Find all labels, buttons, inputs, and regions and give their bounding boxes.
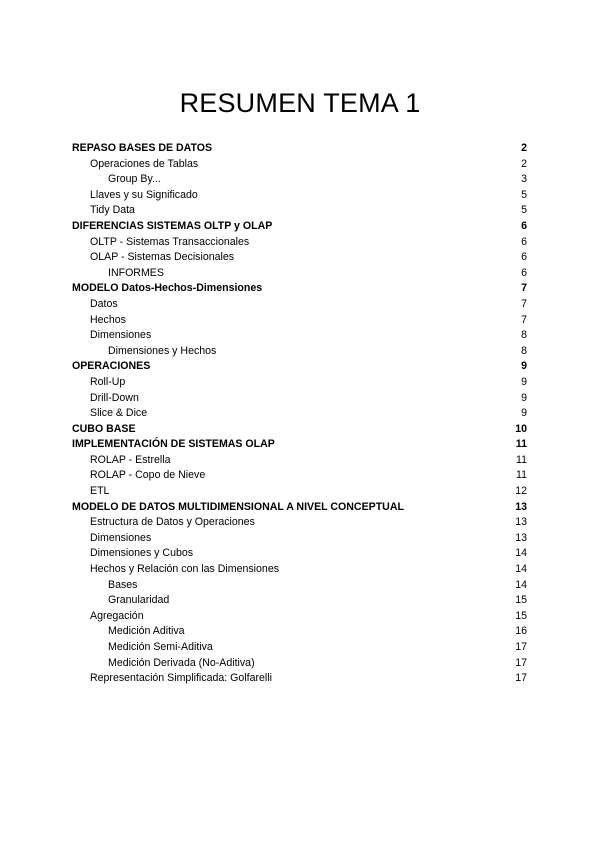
toc-section-entry[interactable] [72, 359, 527, 375]
toc-entry-label: Dimensiones [90, 329, 152, 342]
toc-entry-label: Agregación [90, 609, 144, 622]
toc-subsection-entry[interactable] [72, 235, 527, 251]
toc-entry-label: CUBO BASE [72, 422, 136, 435]
toc-entry-label: ETL [90, 485, 110, 498]
toc-entry-label: OLTP - Sistemas Transaccionales [90, 235, 250, 248]
toc-entry-page-number: 2 [521, 142, 527, 154]
toc-subsection-entry[interactable] [72, 391, 527, 407]
toc-subsection-entry[interactable] [72, 671, 527, 687]
toc-entry-label: Dimensiones y Cubos [90, 547, 194, 560]
toc-entry-page-number: 9 [521, 391, 527, 404]
toc-entry-page-number: 10 [515, 422, 527, 435]
toc-subsubsection-entry[interactable] [72, 344, 527, 360]
toc-entry-page-number: 7 [521, 313, 527, 326]
toc-entry-page-number: 11 [515, 438, 527, 451]
toc-entry-page-number: 17 [515, 672, 527, 685]
toc-entry-page-number: 7 [521, 297, 527, 310]
toc-subsection-entry[interactable] [72, 546, 527, 562]
toc-subsection-entry[interactable] [72, 203, 527, 219]
toc-entry-page-number: 5 [521, 204, 527, 217]
toc-entry-page-number: 17 [515, 641, 527, 653]
toc-section-entry[interactable] [72, 141, 527, 157]
toc-entry-page-number: 16 [515, 625, 527, 638]
toc-entry-label: Medición Derivada (No-Aditiva) [108, 656, 255, 669]
toc-entry-label: Drill-Down [90, 391, 139, 404]
toc-entry-page-number: 6 [521, 219, 527, 232]
toc-section-entry[interactable] [72, 422, 527, 438]
toc-entry-label: IMPLEMENTACIÓN DE SISTEMAS OLAP [72, 438, 275, 451]
toc-subsubsection-entry[interactable] [72, 656, 527, 672]
toc-subsection-entry[interactable] [72, 609, 527, 625]
toc-entry-label: Bases [108, 578, 138, 591]
toc-subsection-entry[interactable] [72, 313, 527, 329]
toc-subsection-entry[interactable] [72, 531, 527, 547]
toc-entry-page-number: 6 [521, 235, 527, 248]
toc-entry-page-number: 14 [515, 563, 527, 576]
toc-entry-label: Medición Semi-Aditiva [108, 641, 213, 653]
toc-entry-page-number: 15 [515, 594, 527, 607]
toc-subsection-entry[interactable] [72, 297, 527, 313]
toc-subsubsection-entry[interactable] [72, 624, 527, 640]
toc-entry-page-number: 15 [515, 609, 527, 622]
toc-entry-page-number: 7 [521, 282, 527, 295]
toc-subsubsection-entry[interactable] [72, 578, 527, 594]
toc-entry-label: Granularidad [108, 594, 170, 607]
toc-entry-label: ROLAP - Copo de Nieve [90, 469, 206, 482]
toc-entry-page-number: 5 [521, 188, 527, 201]
toc-section-entry[interactable] [72, 437, 527, 453]
toc-entry-page-number: 17 [515, 656, 527, 669]
toc-subsection-entry[interactable] [72, 375, 527, 391]
toc-entry-label: DIFERENCIAS SISTEMAS OLTP y OLAP [72, 219, 273, 232]
toc-entry-label: Hechos [90, 313, 126, 326]
toc-entry-label: Roll-Up [90, 375, 126, 388]
toc-entry-page-number: 13 [515, 516, 527, 529]
toc-section-entry[interactable] [72, 500, 527, 516]
toc-entry-label: Llaves y su Significado [90, 188, 198, 201]
toc-subsubsection-entry[interactable] [72, 593, 527, 609]
toc-entry-label: REPASO BASES DE DATOS [72, 142, 213, 154]
toc-entry-page-number: 8 [521, 344, 527, 357]
toc-entry-page-number: 2 [521, 157, 527, 170]
toc-subsection-entry[interactable] [72, 515, 527, 531]
toc-entry-label: INFORMES [108, 266, 164, 279]
document-title: RESUMEN TEMA 1 [179, 88, 421, 119]
toc-subsubsection-entry[interactable] [72, 172, 527, 188]
toc-entry-label: OPERACIONES [72, 360, 151, 373]
toc-subsection-entry[interactable] [72, 328, 527, 344]
toc-entry-page-number: 8 [521, 329, 527, 342]
toc-entry-page-number: 11 [516, 453, 527, 466]
toc-entry-label: Datos [90, 297, 118, 310]
toc-entry-label: Dimensiones [90, 531, 152, 544]
toc-subsection-entry[interactable] [72, 562, 527, 578]
toc-entry-page-number: 9 [521, 360, 527, 373]
toc-subsection-entry[interactable] [72, 188, 527, 204]
toc-entry-label: Medición Aditiva [108, 625, 185, 638]
toc-entry-label: ROLAP - Estrella [90, 453, 171, 466]
toc-subsection-entry[interactable] [72, 468, 527, 484]
toc-entry-label: Group By... [108, 173, 161, 186]
toc-entry-label: MODELO Datos-Hechos-Dimensiones [72, 282, 263, 295]
toc-subsubsection-entry[interactable] [72, 266, 527, 282]
toc-entry-label: Slice & Dice [90, 407, 148, 420]
toc-section-entry[interactable] [72, 219, 527, 235]
toc-subsection-entry[interactable] [72, 453, 527, 469]
toc-entry-label: Dimensiones y Hechos [108, 344, 217, 357]
table-of-contents [72, 141, 527, 687]
toc-entry-page-number: 13 [515, 500, 527, 513]
toc-entry-label: MODELO DE DATOS MULTIDIMENSIONAL A NIVEL CONCEPTUAL [72, 500, 404, 513]
toc-entry-label: Estructura de Datos y Operaciones [90, 516, 255, 529]
toc-entry-label: Hechos y Relación con las Dimensiones [90, 563, 280, 576]
toc-entry-page-number: 12 [515, 485, 527, 498]
toc-entry-page-number: 6 [521, 266, 527, 279]
toc-entry-page-number: 9 [521, 407, 527, 420]
toc-entry-label: Tidy Data [90, 204, 135, 217]
toc-entry-page-number: 14 [515, 547, 527, 560]
toc-entry-page-number: 6 [521, 251, 527, 264]
toc-entry-label: Operaciones de Tablas [90, 157, 199, 170]
toc-subsection-entry[interactable] [72, 406, 527, 422]
toc-subsection-entry[interactable] [72, 484, 527, 500]
toc-entry-page-number: 13 [515, 531, 527, 544]
toc-entry-page-number: 9 [521, 375, 527, 388]
toc-entry-page-number: 11 [516, 469, 527, 482]
toc-subsubsection-entry[interactable] [72, 640, 527, 656]
toc-entry-label: OLAP - Sistemas Decisionales [90, 251, 235, 264]
toc-entry-page-number: 3 [521, 173, 527, 186]
toc-subsection-entry[interactable] [72, 157, 527, 173]
toc-subsection-entry[interactable] [72, 250, 527, 266]
toc-entry-label: Representación Simplificada: Golfarelli [90, 672, 272, 685]
toc-section-entry[interactable] [72, 281, 527, 297]
toc-entry-page-number: 14 [515, 578, 527, 591]
